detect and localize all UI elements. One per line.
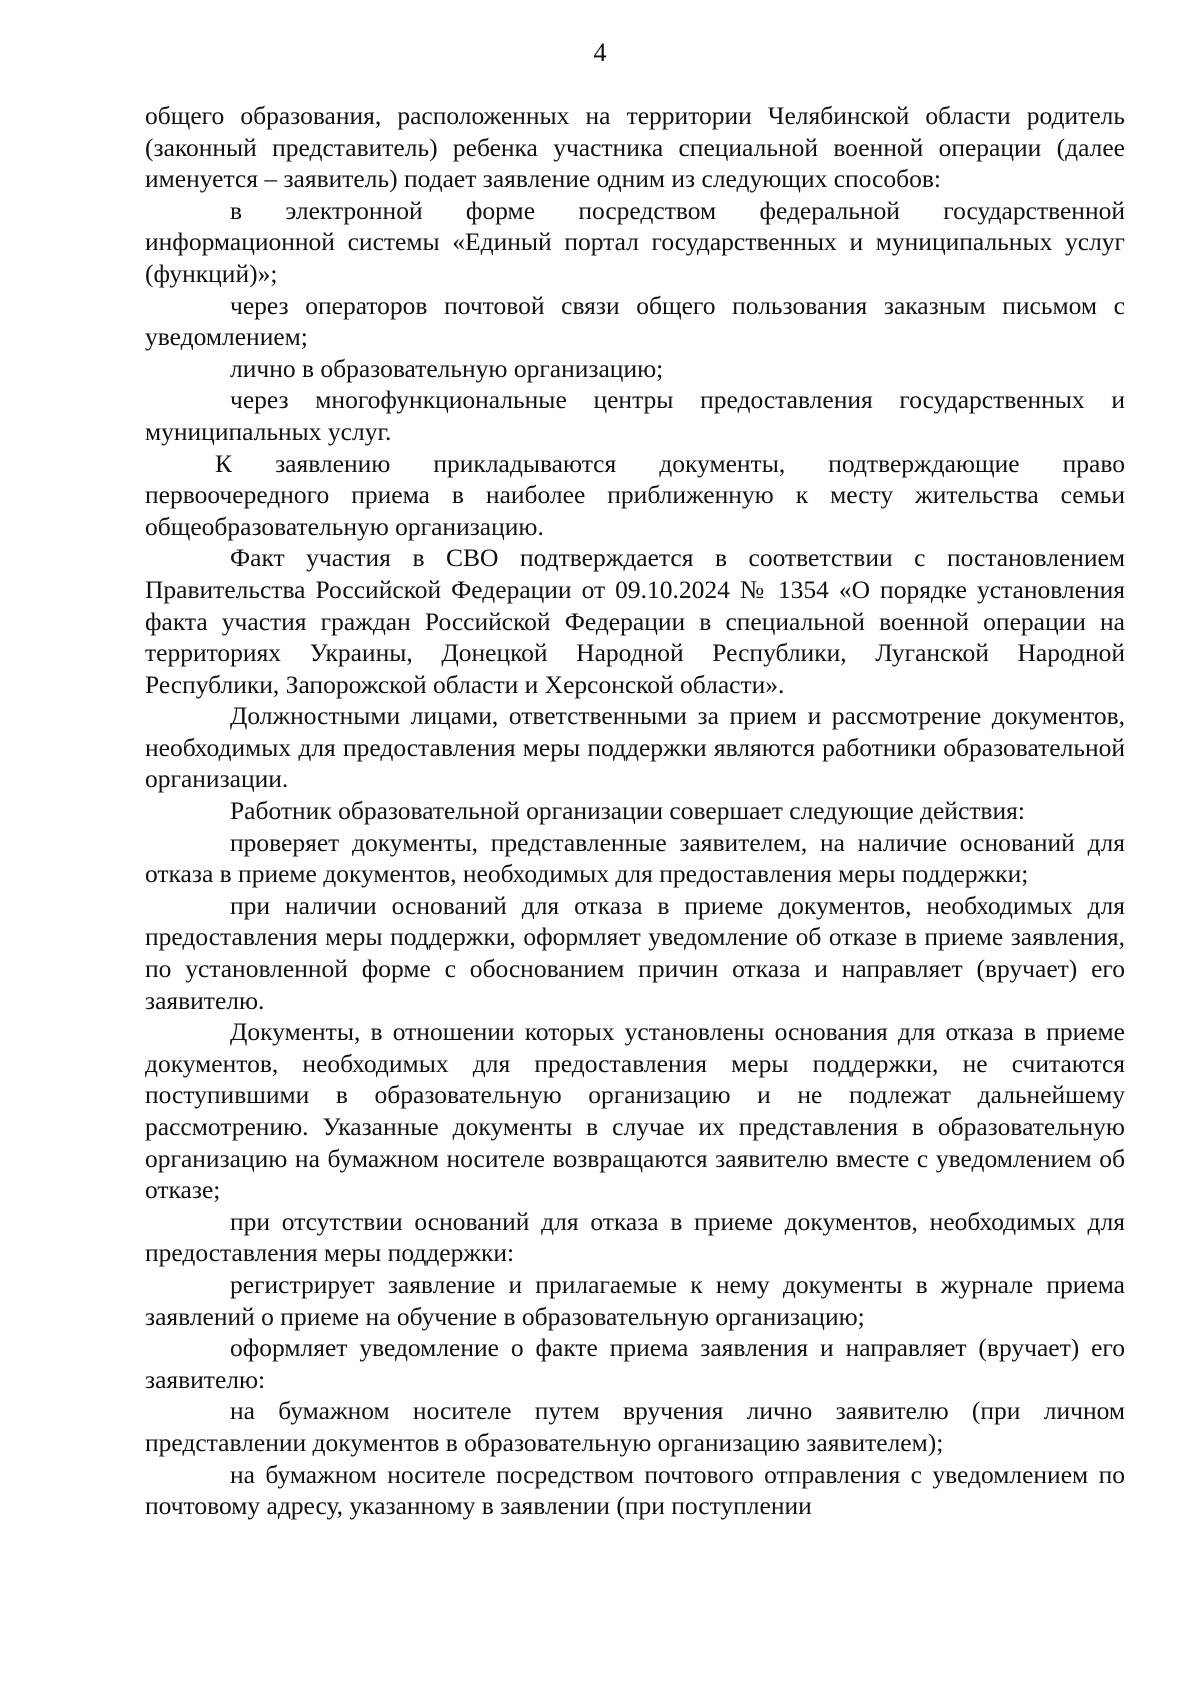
paragraph: при наличии оснований для отказа в приеме документов, необходимых для предоставления меры поддержки, оформляет уведомление об отказе в приеме заявления, по установленной форме с обоснованием причин отказа и направляет (вручает) его заявителю. bbox=[145, 890, 1125, 1015]
paragraph: общего образования, расположенных на территории Челябинской области родитель (законный представитель) ребенка участника специальной военной операции (далее именуется – заявитель) подает заявление одним из следующих способов: bbox=[145, 101, 1125, 194]
document-body bbox=[145, 100, 1125, 1522]
paragraph: через операторов почтовой связи общего пользования заказным письмом с уведомлением; bbox=[145, 290, 1125, 352]
page-number: 4 bbox=[593, 38, 607, 67]
paragraph: К заявлению прикладываются документы, подтверждающие право первоочередного приема в наиболее приближенную к месту жительства семьи общеобразовательную организацию. bbox=[145, 448, 1125, 541]
paragraph: Факт участия в СВО подтверждается в соответствии с постановлением Правительства Российской Федерации от 09.10.2024 № 1354 «О порядке установления факта участия граждан Российской Федерации в специальной военной операции на территориях Украины, Донецкой Народной Республики, Луганской Народной Республики, Запорожской области и Херсонской области». bbox=[145, 543, 1125, 699]
paragraph: на бумажном носителе посредством почтового отправления с уведомлением по почтовому адресу, указанному в заявлении (при поступлении bbox=[145, 1459, 1125, 1521]
paragraph: в электронной форме посредством федеральной государственной информационной системы «Единый портал государственных и муниципальных услуг (функций)»; bbox=[145, 195, 1125, 288]
paragraph: оформляет уведомление о факте приема заявления и направляет (вручает) его заявителю: bbox=[145, 1333, 1125, 1394]
paragraph: регистрирует заявление и прилагаемые к нему документы в журнале приема заявлений о приеме на обучение в образовательную организацию; bbox=[145, 1269, 1125, 1331]
paragraph: Работник образовательной организации совершает следующие действия: bbox=[230, 796, 1025, 826]
paragraph: на бумажном носителе путем вручения лично заявителю (при личном представлении документов в образовательную организацию заявителем); bbox=[145, 1396, 1125, 1457]
paragraph: проверяет документы, представленные заявителем, на наличие оснований для отказа в приеме документов, необходимых для предоставления меры поддержки; bbox=[145, 827, 1125, 889]
paragraph: через многофункциональные центры предоставления государственных и муниципальных услуг. bbox=[145, 385, 1125, 446]
paragraph: при отсутствии оснований для отказа в приеме документов, необходимых для предоставления меры поддержки: bbox=[145, 1206, 1125, 1268]
paragraph: Документы, в отношении которых установлены основания для отказа в приеме документов, необходимых для предоставления меры поддержки, не считаются поступившими в образовательную организацию и не подлежат дальнейшему рассмотрению. Указанные документы в случае их представления в образовательную организацию на бумажном носителе возвращаются заявителю вместе с уведомлением об отказе; bbox=[145, 1017, 1125, 1205]
paragraph: лично в образовательную организацию; bbox=[230, 353, 664, 383]
paragraph: Должностными лицами, ответственными за прием и рассмотрение документов, необходимых для предоставления меры поддержки являются работники образовательной организации. bbox=[145, 701, 1125, 794]
